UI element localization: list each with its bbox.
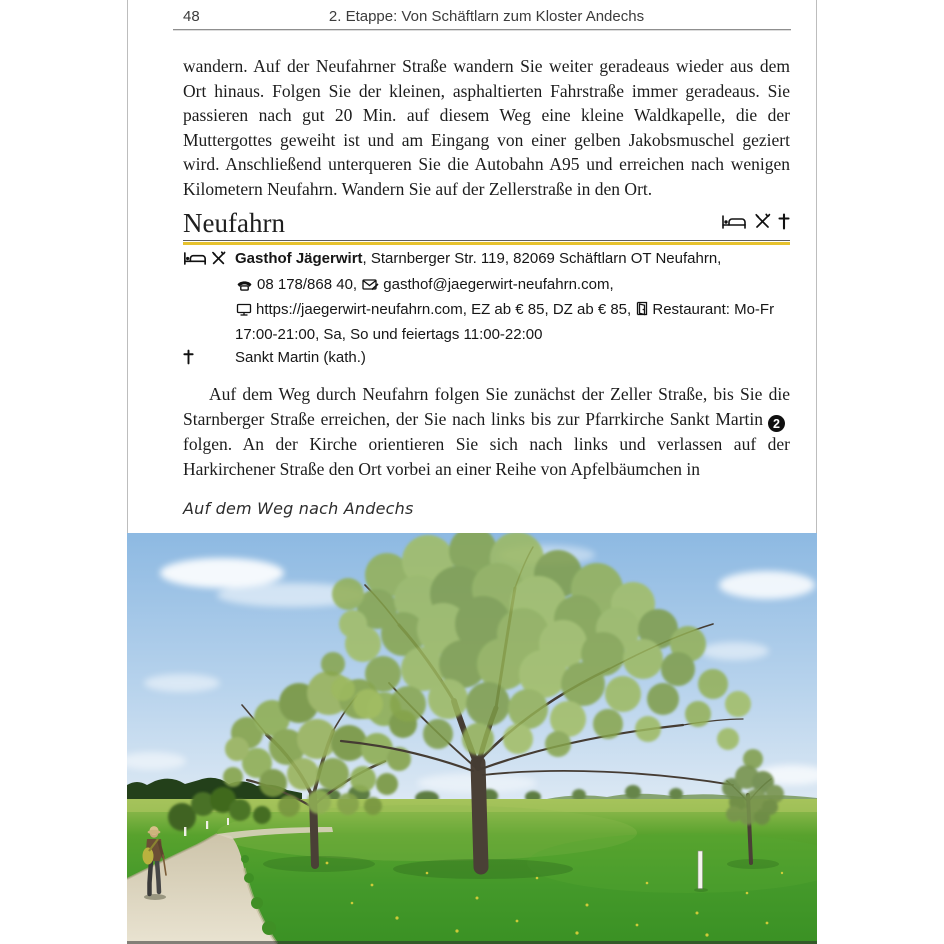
listing-name: Gasthof Jägerwirt (235, 250, 363, 267)
section-heading (183, 206, 790, 241)
cutlery-icon (754, 213, 771, 235)
cutlery-icon (211, 250, 226, 273)
church-margin (183, 346, 235, 372)
listing-phone: 08 178/868 40, (257, 276, 358, 293)
church-cross-icon (778, 213, 790, 235)
route-point-marker: 2 (768, 415, 785, 432)
listing-church: Sankt Martin (kath.) (235, 349, 366, 366)
restaurant-door-icon (636, 300, 648, 323)
section-rule-gold (183, 242, 790, 245)
listing-row-church (183, 346, 790, 372)
listing-restaurant-hours-1: Restaurant: Mo-Fr (652, 301, 775, 318)
intro-paragraph: wandern. Auf der Neufahrner Straße wandern Sie weiter geradeaus wieder aus dem Ort hinaus. Folgen Sie der kleinen, asphaltierten Fahrstraße immer geradeaus. Sie passieren nach gut 20 Min. auf diesem Weg eine kleine Waldkapelle, die der Muttergottes geweiht ist und am Eingang von einer gelben Jakobsmuschel geziert wird. Anschließend unterqueren Sie die Autobahn A95 und erreichen nach wenigen Kilometern Neufahrn. Wandern Sie auf der Zellerstraße in den Ort. (183, 56, 790, 199)
photo-caption: Auf dem Weg nach Andechs (183, 499, 414, 518)
listing-website-prices: https://jaegerwirt-neufahrn.com, EZ ab € 85, DZ ab € 85, (256, 301, 632, 318)
accommodation-listing (183, 247, 790, 372)
church-cross-icon (183, 349, 194, 372)
listing-row-hours (183, 323, 790, 346)
tree-shadow-right (727, 859, 779, 869)
section-title: Neufahrn (183, 208, 285, 238)
phone-icon (236, 275, 253, 298)
photo-illustration (127, 533, 817, 944)
section-rule-thin (183, 240, 790, 241)
website-icon (236, 300, 252, 323)
listing-row-name (183, 247, 790, 273)
email-icon (362, 275, 379, 298)
listing-row-contact (183, 273, 790, 298)
listing-row-web (183, 298, 790, 323)
bed-icon (183, 250, 207, 273)
listing-icons (183, 247, 235, 273)
tree-shadow-left (263, 856, 375, 872)
bed-icon (721, 214, 747, 235)
section-icons (721, 213, 790, 235)
walk-text-after: folgen. An der Kirche orientieren Sie sich nach links und verlassen auf der Harkirchener Straße den Ort vorbei an einer Reihe von Apfelbäumchen in (183, 434, 790, 479)
header-rule (173, 29, 791, 31)
listing-email: gasthof@jaegerwirt-neufahrn.com, (383, 276, 614, 293)
walk-text-before: Auf dem Weg durch Neufahrn folgen Sie zunächst der Zeller Straße, bis Sie die Starnberger Straße erreichen, der Sie nach links bis zur Pfarrkirche Sankt Martin (183, 384, 790, 429)
listing-restaurant-hours-2: 17:00-21:00, Sa, So und feiertags 11:00-22:00 (235, 326, 543, 343)
photo-hiking-path-to-andechs (127, 533, 817, 944)
listing-address: , Starnberger Str. 119, 82069 Schäftlarn OT Neufahrn, (362, 250, 722, 267)
chapter-header: 2. Etappe: Von Schäftlarn zum Kloster Andechs (328, 8, 645, 25)
page-number: 48 (183, 8, 200, 25)
walk-paragraph (183, 382, 790, 482)
listing-name-line (235, 247, 790, 270)
